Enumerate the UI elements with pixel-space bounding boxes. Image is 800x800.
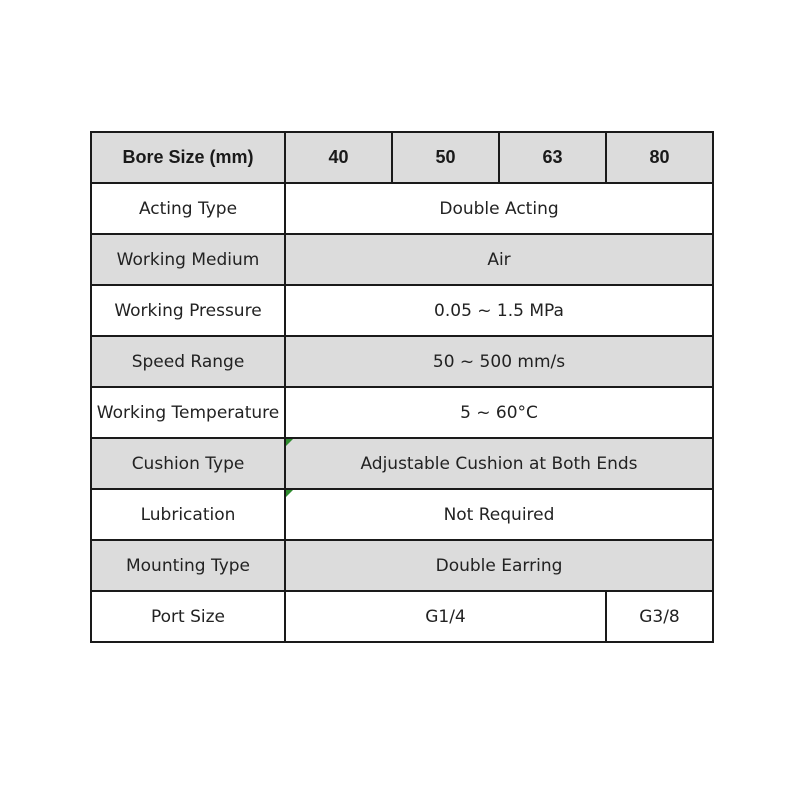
row-value-text: Not Required [443,504,555,525]
table-row [91,387,713,438]
bore-size-cell: 80 [606,132,713,183]
header-label-cell: Bore Size (mm) [91,132,285,183]
table-row [91,438,713,489]
row-label-cell: Mounting Type [91,540,285,591]
bore-size-cell: 50 [392,132,499,183]
bore-size-cell: 63 [499,132,606,183]
header-row [91,132,713,183]
bore-size-cell: 40 [285,132,392,183]
row-value-cell [285,489,713,540]
table-row [91,489,713,540]
row-label-cell: Working Medium [91,234,285,285]
table-row [91,183,713,234]
row-label-cell: Working Pressure [91,285,285,336]
cell-marker-icon [286,490,293,497]
row-value-cell [285,438,713,489]
table-row [91,285,713,336]
cell-marker-icon [286,439,293,446]
row-value-cell: 0.05 ~ 1.5 MPa [285,285,713,336]
spec-table [90,131,714,643]
row-value-cell: 5 ~ 60°C [285,387,713,438]
row-label-cell: Acting Type [91,183,285,234]
port-size-cell: G1/4 [285,591,606,642]
table-row [91,540,713,591]
row-value-cell: Double Acting [285,183,713,234]
row-value-cell: 50 ~ 500 mm/s [285,336,713,387]
row-label-cell: Port Size [91,591,285,642]
port-size-cell: G3/8 [606,591,713,642]
row-label-cell: Working Temperature [91,387,285,438]
row-value-cell: Air [285,234,713,285]
row-value-cell: Double Earring [285,540,713,591]
table-row [91,234,713,285]
row-label-cell: Lubrication [91,489,285,540]
row-label-cell: Cushion Type [91,438,285,489]
row-label-cell: Speed Range [91,336,285,387]
row-value-text: Adjustable Cushion at Both Ends [360,453,638,474]
port-size-row [91,591,713,642]
table-row [91,336,713,387]
